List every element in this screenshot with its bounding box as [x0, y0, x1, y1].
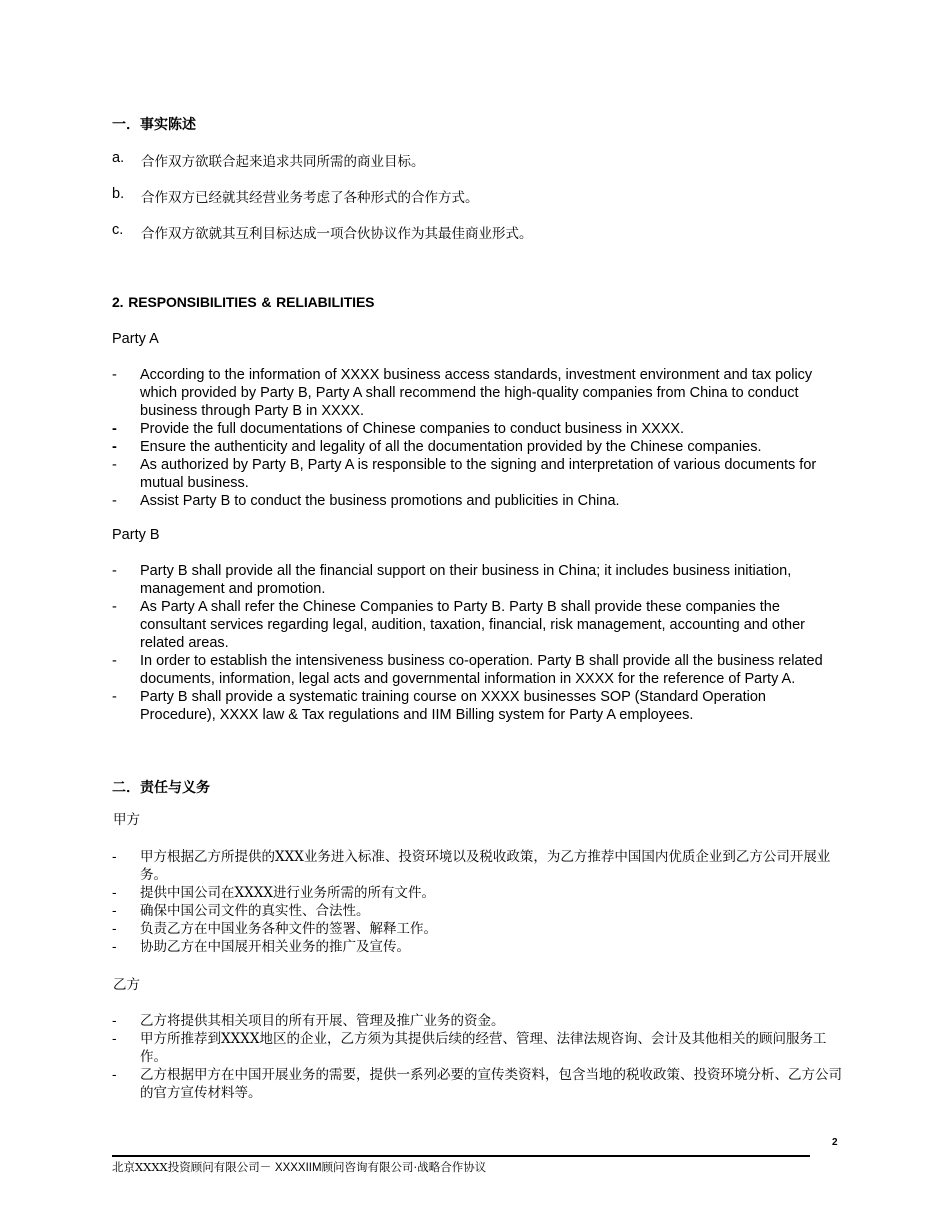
- list-item-text: Party B shall provide all the financial support on their business in China; it includes business initiation, management and promotion.: [140, 563, 792, 597]
- list-dash: -: [112, 1067, 117, 1083]
- list-item-text: According to the information of XXXX business access standards, investment environment and tax policy which provided by Party B, Party A shall recommend the high-quality companies from China to conduct business through Party B in XXXX.: [140, 367, 813, 419]
- list-item: [112, 456, 842, 492]
- fact-text: 合作双方欲联合起来追求共同所需的商业目标。: [141, 154, 425, 170]
- list-item: [112, 848, 842, 884]
- list-item-text: 负责乙方在中国业务各种文件的签署、解释工作。: [140, 921, 437, 937]
- fact-letter: a.: [112, 150, 125, 166]
- list-dash: -: [112, 493, 117, 509]
- jia-fang-label: 甲方: [113, 812, 140, 828]
- list-item-text: 乙方将提供其相关项目的所有开展、管理及推广业务的资金。: [140, 1013, 505, 1029]
- list-item-text: 甲方所推荐到XXXX地区的企业，乙方须为其提供后续的经营、管理、法律法规咨询、会计及其他相关的顾问服务工作。: [140, 1031, 827, 1065]
- footer-divider: [112, 1155, 810, 1157]
- list-item: [112, 420, 842, 438]
- list-dash: -: [112, 439, 117, 455]
- list-item-text: 乙方根据甲方在中国开展业务的需要，提供一系列必要的宣传类资料，包含当地的税收政策、投资环境分析、乙方公司的官方宣传材料等。: [140, 1067, 842, 1101]
- list-item: [112, 688, 842, 724]
- list-dash: -: [112, 849, 117, 865]
- party-a-label: Party A: [112, 331, 159, 347]
- list-item: [112, 1066, 842, 1102]
- list-item: [112, 1030, 842, 1066]
- list-dash: -: [112, 457, 117, 473]
- list-dash: -: [112, 653, 117, 669]
- yi-fang-list: [112, 1012, 842, 1102]
- list-item: [112, 902, 842, 920]
- party-a-list: [112, 366, 842, 510]
- list-item-text: 确保中国公司文件的真实性、合法性。: [140, 903, 370, 919]
- list-dash: -: [112, 885, 117, 901]
- list-item-text: As authorized by Party B, Party A is responsible to the signing and interpretation of various documents for mutual business.: [140, 457, 817, 491]
- list-item: [112, 652, 842, 688]
- fact-text: 合作双方已经就其经营业务考虑了各种形式的合作方式。: [141, 190, 479, 206]
- list-item: [112, 884, 842, 902]
- yi-fang-label: 乙方: [113, 977, 140, 993]
- list-item: [112, 1012, 842, 1030]
- list-item: [112, 562, 842, 598]
- party-b-list: [112, 562, 842, 724]
- list-dash: -: [112, 599, 117, 615]
- list-item-text: 提供中国公司在XXXX进行业务所需的所有文件。: [140, 885, 435, 901]
- list-dash: -: [112, 921, 117, 937]
- list-dash: -: [112, 421, 117, 437]
- list-item: [112, 920, 842, 938]
- footer-caption: [112, 1159, 486, 1175]
- list-dash: -: [112, 939, 117, 955]
- list-item-text: 甲方根据乙方所提供的XXX业务进入标准、投资环境以及税收政策，为乙方推荐中国国内优质企业到乙方公司开展业务。: [140, 849, 831, 883]
- list-dash: -: [112, 903, 117, 919]
- list-item: [112, 598, 842, 652]
- list-item: [112, 938, 842, 956]
- party-b-label: Party B: [112, 527, 160, 543]
- list-item: [112, 492, 842, 510]
- section-heading-responsibilities: 2. RESPONSIBILITIES & RELIABILITIES: [112, 294, 375, 310]
- list-dash: -: [112, 1013, 117, 1029]
- footer-text-part1: 北京XXXX投资顾问有限公司－: [112, 1160, 275, 1174]
- list-item: [112, 438, 842, 456]
- section-heading-facts: 一．事实陈述: [112, 117, 196, 133]
- list-item-text: In order to establish the intensiveness business co-operation. Party B shall provide all the business related documents, information, legal acts and governmental information in XXXX for the reference of Party A.: [140, 653, 823, 687]
- list-item: [112, 366, 842, 420]
- footer-text-part3: 顾问咨询有限公司·战略合作协议: [321, 1160, 487, 1174]
- fact-letter: c.: [112, 222, 124, 238]
- list-item-text: Assist Party B to conduct the business promotions and publicities in China.: [140, 493, 620, 509]
- fact-letter: b.: [112, 186, 125, 202]
- jia-fang-list: [112, 848, 842, 956]
- list-dash: -: [112, 367, 117, 383]
- list-item-text: 协助乙方在中国展开相关业务的推广及宣传。: [140, 939, 410, 955]
- page-number: 2: [832, 1137, 838, 1148]
- footer-text-part2: XXXXIIM: [274, 1162, 322, 1174]
- list-item-text: Provide the full documentations of Chinese companies to conduct business in XXXX.: [140, 421, 685, 437]
- section-heading-duties: 二．责任与义务: [112, 780, 210, 796]
- list-item-text: Party B shall provide a systematic training course on XXXX businesses SOP (Standard Operation Procedure), XXXX law & Tax regulations and IIM Billing system for Party A employees.: [140, 689, 766, 723]
- list-dash: -: [112, 1031, 117, 1047]
- list-item-text: Ensure the authenticity and legality of all the documentation provided by the Chinese companies.: [140, 439, 762, 455]
- list-item-text: As Party A shall refer the Chinese Companies to Party B. Party B shall provide these companies the consultant services regarding legal, audition, taxation, financial, risk management, accounting and other related areas.: [140, 599, 805, 651]
- list-dash: -: [112, 689, 117, 705]
- list-dash: -: [112, 563, 117, 579]
- fact-text: 合作双方欲就其互利目标达成一项合伙协议作为其最佳商业形式。: [141, 226, 533, 242]
